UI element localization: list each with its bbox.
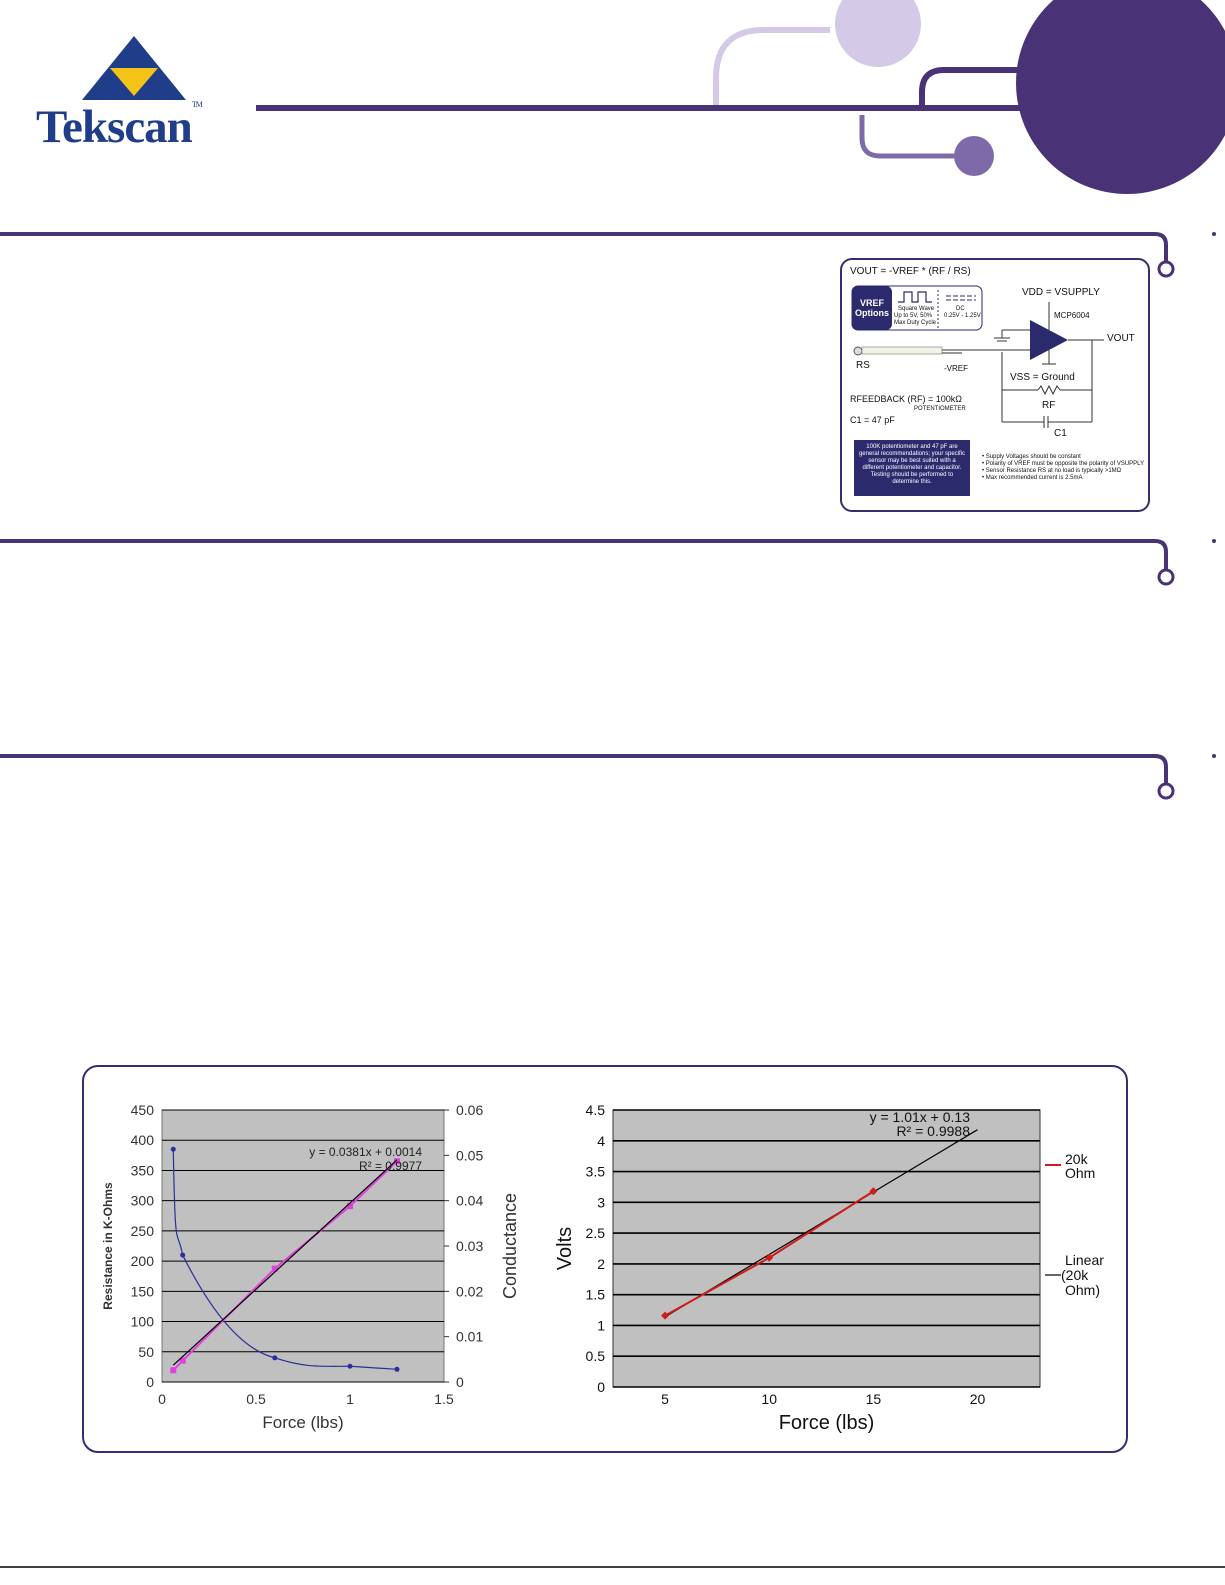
recommendation-note-box (854, 440, 970, 496)
y-tick-label: 450 (130, 1102, 154, 1118)
y-tick-label: 1 (597, 1317, 605, 1334)
y-axis-label: Resistance in K-Ohms (101, 1182, 115, 1310)
vss-label: VSS = Ground (1010, 372, 1075, 383)
potentiometer-label: POTENTIOMETER (914, 406, 966, 412)
x-tick-label: 0.5 (246, 1391, 266, 1407)
y-tick-label: 0 (146, 1374, 154, 1390)
chip-label: MCP6004 (1054, 311, 1090, 320)
purple-circle-decor (1016, 0, 1225, 194)
section-divider-2 (0, 539, 1216, 584)
x-axis-label: Force (lbs) (262, 1413, 344, 1432)
y-tick-label: 400 (130, 1132, 154, 1149)
recommendation-note: 100K potentiometer and 47 pF are general recommendations; your specific sensor may be best suited with a different potentiometer and capacitor. Testing should be performed to determine this. (858, 444, 966, 485)
y-tick-label: 300 (130, 1192, 154, 1209)
circuit-bullet: • Supply Voltages should be constant (982, 454, 1081, 460)
y2-tick-label: 0.01 (456, 1328, 484, 1345)
purple-small-circle-decor (954, 136, 994, 176)
vout-label: VOUT (1107, 333, 1135, 344)
legend-20k-label-line1: 20k (1065, 1151, 1088, 1167)
c1-label: C1 (1054, 428, 1067, 439)
x-tick-label: 15 (865, 1391, 882, 1407)
resistance-point (272, 1355, 277, 1360)
plot-area (613, 1110, 1040, 1387)
x-tick-label: 5 (661, 1391, 669, 1407)
volts-force-chart (545, 1098, 1120, 1438)
rf-label: RF (1042, 400, 1056, 411)
y-tick-label: 100 (130, 1313, 154, 1330)
x-axis-label: Force (lbs) (778, 1412, 875, 1434)
y-tick-label: 150 (130, 1283, 154, 1300)
trend-r2: R² = 0.9988 (896, 1123, 970, 1139)
y2-tick-label: 0.06 (456, 1102, 484, 1118)
y2-tick-label: 0 (456, 1374, 464, 1390)
y-tick-label: 1.5 (585, 1286, 605, 1303)
x-tick-label: 1 (346, 1391, 354, 1407)
resistance-point (348, 1364, 353, 1369)
y-tick-label: 4.5 (585, 1102, 605, 1118)
rs-label: RS (856, 360, 870, 371)
circuit-bullet: • Sensor Resistance RS at no load is typically >1MΩ (982, 468, 1122, 474)
square-wave-desc1: Up to 5V, 50% (894, 313, 933, 319)
tekscan-logo-text: Tekscan™ (36, 100, 202, 153)
y-tick-label: 3 (597, 1194, 605, 1211)
y-tick-label: 2 (597, 1255, 605, 1272)
trend-equation: y = 0.0381x + 0.0014 (309, 1145, 422, 1159)
square-wave-label: Square Wave (898, 306, 935, 312)
rfeedback-label: RFEEDBACK (RF) = 100kΩ (850, 394, 963, 404)
circuit-bullet: • Polarity of VREF must be opposite the polarity of VSUPPLY (982, 461, 1145, 467)
neg-vref-label: -VREF (944, 364, 968, 373)
resistance-point (395, 1367, 400, 1372)
y-tick-label: 250 (130, 1222, 154, 1239)
x-tick-label: 0 (158, 1391, 166, 1407)
dc-label: DC (956, 306, 965, 312)
y-tick-label: 2.5 (585, 1225, 605, 1242)
y-axis-label: Volts (554, 1226, 576, 1271)
y-tick-label: 200 (130, 1253, 154, 1270)
dc-range: 0.25V - 1.25V (944, 313, 981, 319)
lavender-circle-decor (835, 0, 921, 67)
trend-r2: R² = 0.9977 (358, 1159, 422, 1173)
y-tick-label: 4 (597, 1132, 605, 1149)
legend-linear-label-line1: Linear (1065, 1252, 1104, 1268)
vout-formula: VOUT = -VREF * (RF / RS) (850, 266, 971, 277)
tekscan-logo-mark (82, 36, 186, 100)
vref-options-label: VREF Options (855, 298, 889, 318)
trend-equation: y = 1.01x + 0.13 (869, 1109, 970, 1125)
x-tick-label: 10 (761, 1391, 778, 1407)
y2-tick-label: 0.02 (456, 1283, 484, 1300)
legend-linear-label-line2: (20k (1061, 1267, 1089, 1283)
x-tick-label: 20 (969, 1391, 986, 1407)
square-wave-desc2: Max Duty Cycle (894, 320, 937, 326)
resistance-point (171, 1147, 176, 1152)
y-tick-label: 350 (130, 1162, 154, 1179)
vdd-label: VDD = VSUPPLY (1022, 287, 1100, 298)
circuit-diagram (840, 258, 1150, 512)
resistance-conductance-chart (96, 1094, 536, 1444)
y2-axis-label: Conductance (500, 1192, 520, 1300)
y-tick-label: 50 (138, 1343, 154, 1360)
resistance-point (180, 1253, 185, 1258)
circuit-bullet: • Max recommended current is 2.5mA (982, 475, 1083, 481)
y2-tick-label: 0.04 (456, 1192, 484, 1209)
y2-tick-label: 0.05 (456, 1147, 484, 1164)
x-tick-label: 1.5 (434, 1391, 454, 1407)
section-divider-3 (0, 754, 1216, 798)
legend-linear-label-line3: Ohm) (1065, 1282, 1100, 1298)
y-tick-label: 0 (597, 1379, 605, 1395)
y-tick-label: 3.5 (585, 1163, 605, 1180)
conductance-point (170, 1367, 176, 1373)
conductance-point (347, 1203, 353, 1209)
legend-20k-label-line2: Ohm (1065, 1165, 1096, 1181)
c1-value-label: C1 = 47 pF (850, 415, 895, 425)
y2-tick-label: 0.03 (456, 1238, 484, 1254)
y-tick-label: 0.5 (585, 1348, 605, 1365)
